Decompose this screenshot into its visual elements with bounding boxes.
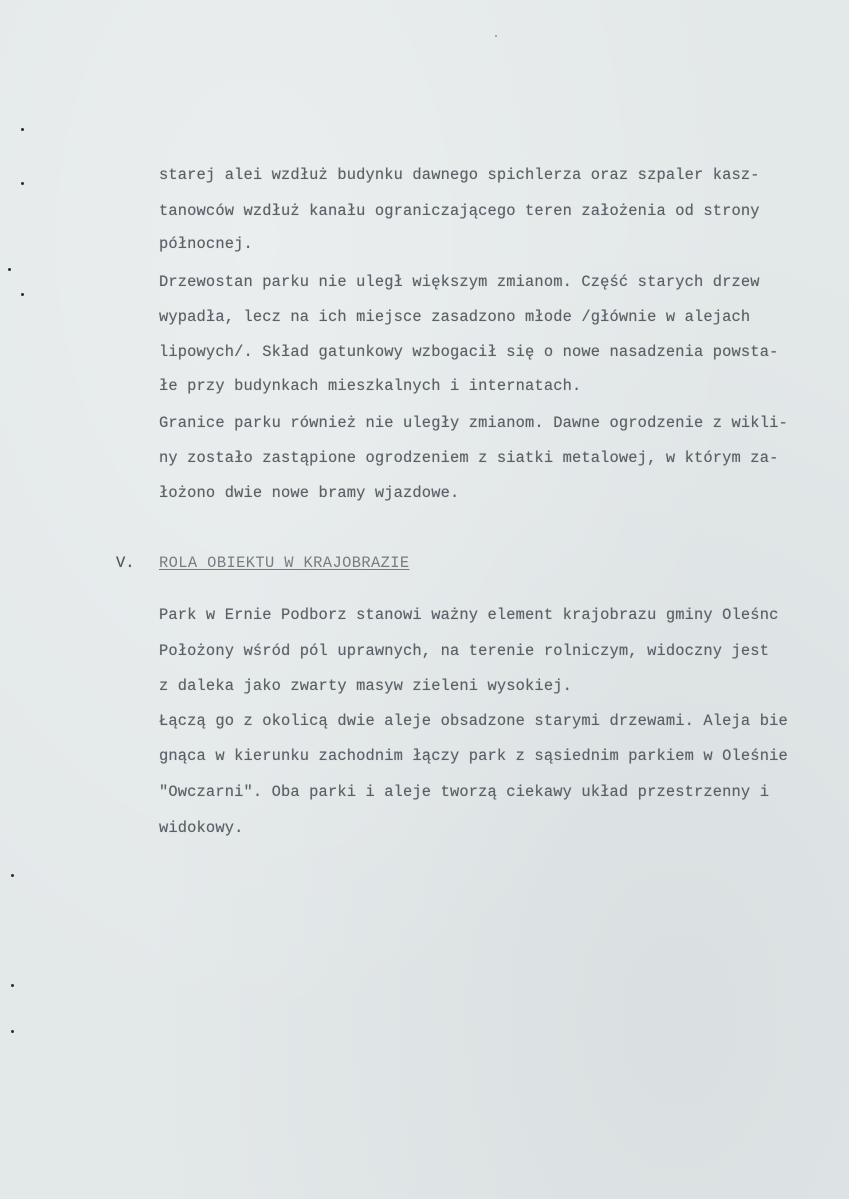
text-line: Granice parku również nie uległy zmianom. Dawne ogrodzenie z wikli- xyxy=(159,414,788,432)
text-line: widokowy. xyxy=(159,819,244,837)
margin-mark xyxy=(21,128,24,131)
margin-mark xyxy=(8,268,11,271)
margin-mark xyxy=(11,984,14,987)
text-line: północnej. xyxy=(159,235,253,253)
text-line: wypadła, lecz na ich miejsce zasadzono młode /głównie w alejach xyxy=(159,308,751,326)
margin-mark xyxy=(11,1030,14,1033)
text-line: Łączą go z okolicą dwie aleje obsadzone starymi drzewami. Aleja bie xyxy=(159,712,788,730)
section-number: V. xyxy=(116,554,135,572)
text-line: Park w Ernie Podborz stanowi ważny element krajobrazu gminy Oleśnc xyxy=(159,606,779,624)
text-line: "Owczarni". Oba parki i aleje tworzą ciekawy układ przestrzenny i xyxy=(159,783,770,801)
text-line: z daleka jako zwarty masyw zieleni wysokiej. xyxy=(159,677,572,695)
text-line: gnąca w kierunku zachodnim łączy park z sąsiednim parkiem w Oleśnie xyxy=(159,747,788,765)
text-line: lipowych/. Skład gatunkowy wzbogacił się o nowe nasadzenia powsta- xyxy=(159,343,779,361)
margin-mark xyxy=(21,293,24,296)
text-line: łe przy budynkach mieszkalnych i internatach. xyxy=(159,377,582,395)
margin-mark xyxy=(495,35,497,37)
text-line: starej alei wzdłuż budynku dawnego spichlerza oraz szpaler kasz- xyxy=(159,166,760,184)
section-title: ROLA OBIEKTU W KRAJOBRAZIE xyxy=(159,554,410,572)
margin-mark xyxy=(21,182,24,185)
text-line: Drzewostan parku nie uległ większym zmianom. Część starych drzew xyxy=(159,273,760,291)
text-line: tanowców wzdłuż kanału ograniczającego teren założenia od strony xyxy=(159,202,760,220)
margin-mark xyxy=(11,874,14,877)
text-line: ny zostało zastąpione ogrodzeniem z siatki metalowej, w którym za- xyxy=(159,449,779,467)
text-line: łożono dwie nowe bramy wjazdowe. xyxy=(159,484,460,502)
text-line: Położony wśród pól uprawnych, na terenie rolniczym, widoczny jest xyxy=(159,642,770,660)
